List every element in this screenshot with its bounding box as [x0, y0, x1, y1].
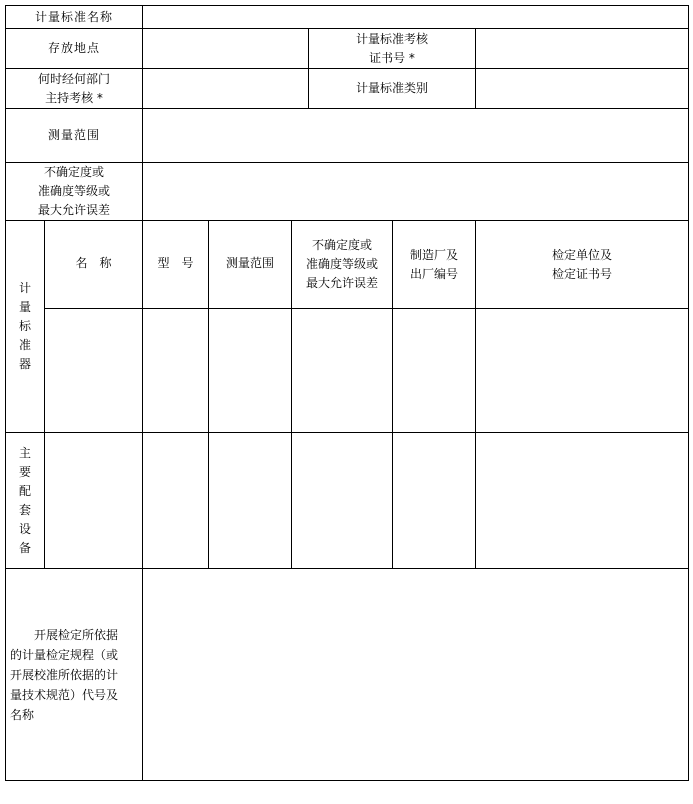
standard-category-field[interactable] [476, 69, 689, 109]
instrument-uncertainty-cell[interactable] [292, 309, 393, 433]
basis-label-line2: 的计量检定规程（或 [10, 647, 119, 662]
instrument-model-cell[interactable] [143, 309, 209, 433]
standard-category-label: 计量标准类别 [309, 69, 476, 109]
col-maker-header [393, 221, 476, 309]
basis-field[interactable] [143, 569, 689, 781]
instrument-maker-cell[interactable] [393, 309, 476, 433]
col-uncertainty-header [292, 221, 393, 309]
uncertainty-label-line3: 最大允许误差 [38, 203, 111, 217]
assessed-by-label-line1: 何时经何部门 [38, 71, 111, 86]
col-name-header: 名 称 [45, 221, 143, 309]
col-verifier-line2: 检定证书号 [552, 266, 613, 281]
col-uncertainty-line2: 准确度等级或 [306, 257, 379, 271]
standard-name-field[interactable] [143, 6, 689, 29]
certificate-no-label-line1: 计量标准考核 [356, 31, 429, 46]
basis-label-line3: 开展校准所依据的计 [10, 667, 119, 682]
standard-name-label: 计量标准名称 [6, 6, 143, 29]
storage-location-label: 存放地点 [6, 29, 143, 69]
instrument-verifier-cell[interactable] [476, 309, 689, 433]
equipment-range-cell[interactable] [209, 433, 292, 569]
col-model-header: 型 号 [143, 221, 209, 309]
basis-label [6, 569, 143, 781]
uncertainty-label-line2: 准确度等级或 [38, 184, 111, 198]
instrument-name-cell[interactable] [45, 309, 143, 433]
assessed-by-field[interactable] [143, 69, 309, 109]
measurement-standard-form [5, 5, 689, 781]
col-verifier-line1: 检定单位及 [552, 247, 613, 262]
measurement-range-field[interactable] [143, 109, 689, 163]
assessed-by-label [6, 69, 143, 109]
basis-label-line5: 名称 [10, 707, 35, 722]
instrument-range-cell[interactable] [209, 309, 292, 433]
col-range-header: 测量范围 [209, 221, 292, 309]
main-equipment-label: 主要配套设备 [6, 433, 45, 569]
certificate-no-label-line2: 证书号 * [369, 50, 415, 65]
equipment-verifier-cell[interactable] [476, 433, 689, 569]
col-maker-line2: 出厂编号 [410, 266, 459, 281]
uncertainty-label-line1: 不确定度或 [44, 165, 105, 179]
standard-instruments-label: 计量标准器 [6, 221, 45, 433]
certificate-no-label [309, 29, 476, 69]
assessed-by-label-line2: 主持考核 * [45, 90, 103, 105]
equipment-model-cell[interactable] [143, 433, 209, 569]
col-uncertainty-line3: 最大允许误差 [306, 276, 379, 290]
certificate-no-field[interactable] [476, 29, 689, 69]
equipment-name-cell[interactable] [45, 433, 143, 569]
col-uncertainty-line1: 不确定度或 [312, 238, 373, 252]
storage-location-field[interactable] [143, 29, 309, 69]
col-maker-line1: 制造厂及 [410, 247, 459, 262]
equipment-uncertainty-cell[interactable] [292, 433, 393, 569]
uncertainty-field[interactable] [143, 163, 689, 221]
basis-label-line4: 量技术规范）代号及 [10, 687, 119, 702]
equipment-maker-cell[interactable] [393, 433, 476, 569]
measurement-range-label: 测量范围 [6, 109, 143, 163]
col-verifier-header [476, 221, 689, 309]
basis-label-line1: 开展检定所依据 [34, 627, 119, 642]
uncertainty-label [6, 163, 143, 221]
